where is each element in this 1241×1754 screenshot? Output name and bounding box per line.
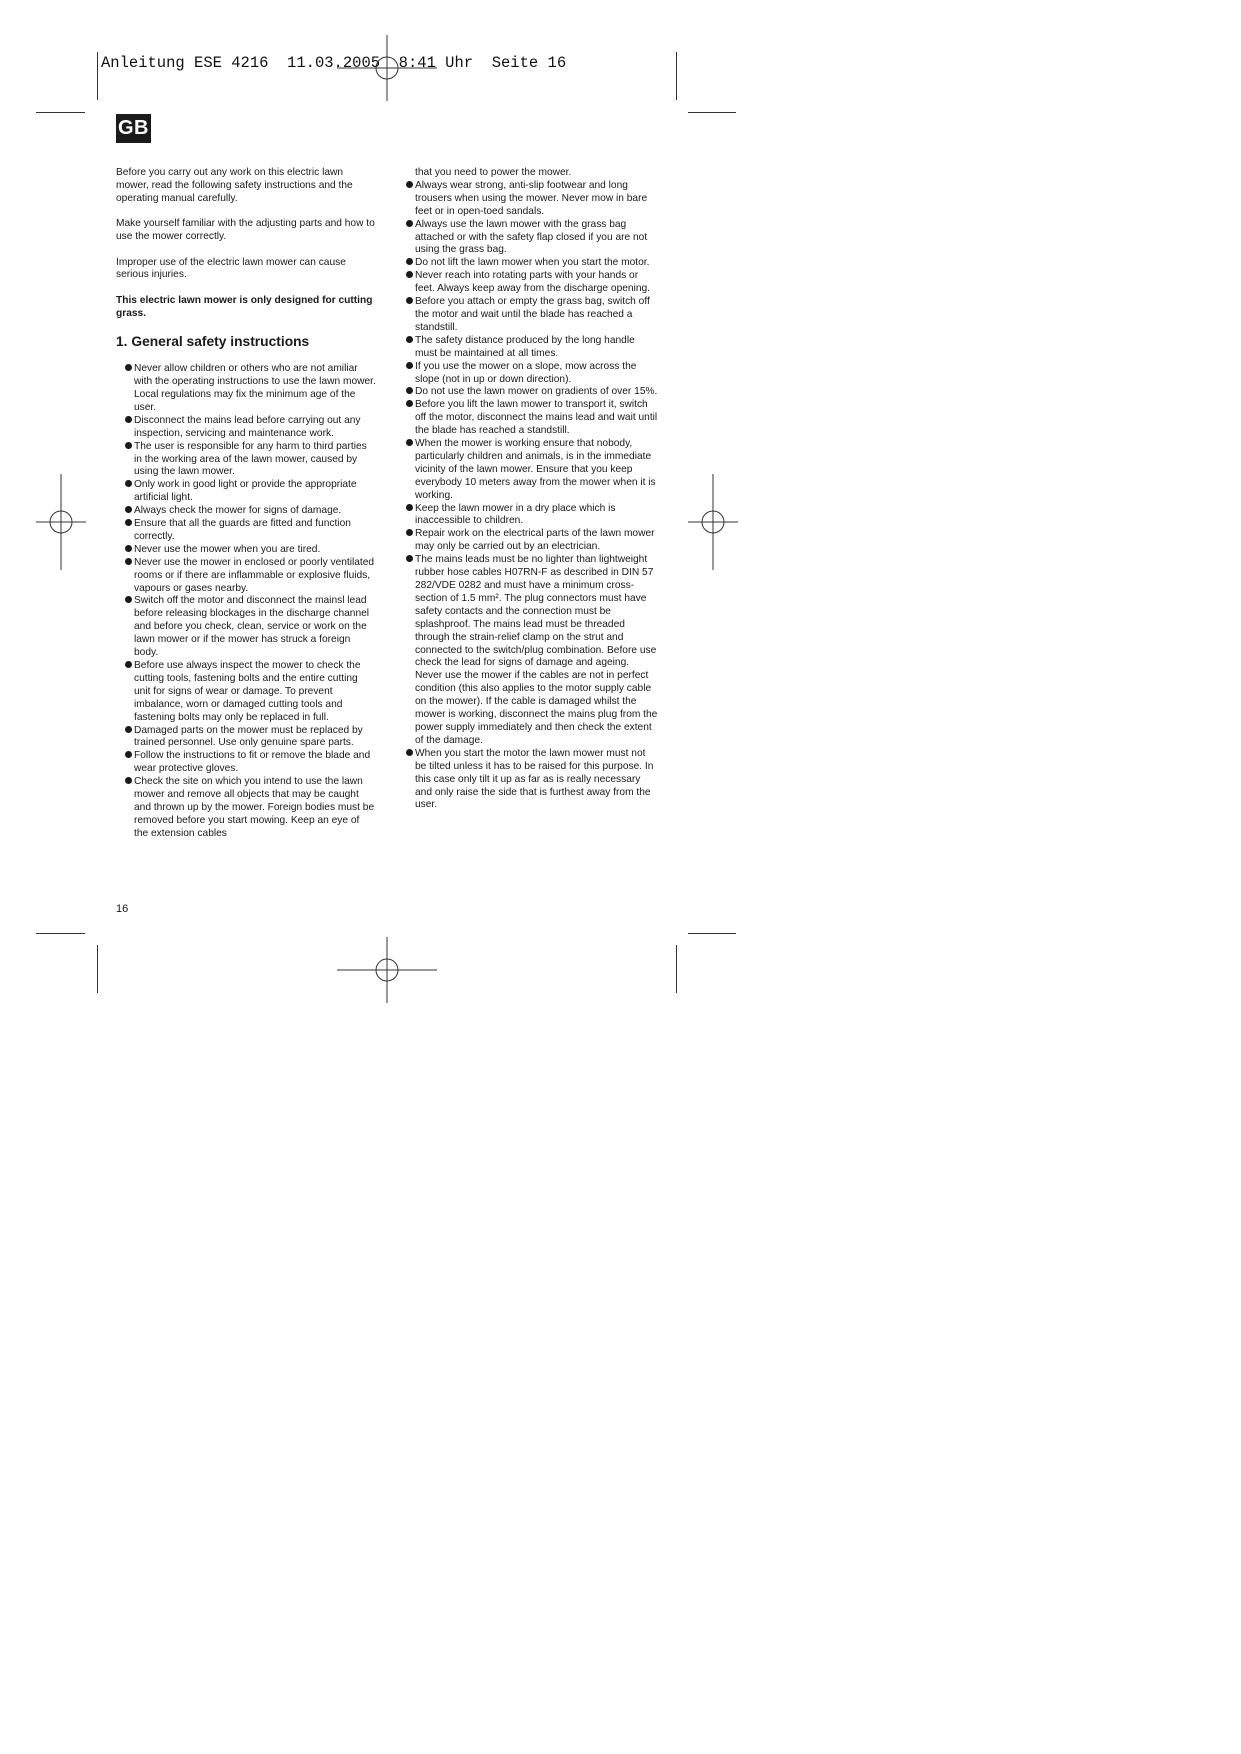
crop-mark	[688, 112, 736, 113]
bullet-icon	[406, 555, 413, 562]
crop-mark	[676, 52, 677, 100]
crop-mark	[97, 52, 98, 100]
list-item: If you use the mower on a slope, mow across the slope (not in up or down direction).	[397, 361, 659, 387]
bullet-icon	[406, 336, 413, 343]
list-item: Never use the mower in enclosed or poorly ventilated rooms or if there are inflammable or explosive fluids, vapours or gases nearby.	[116, 557, 376, 596]
bullet-icon	[125, 416, 132, 423]
bullet-icon	[125, 480, 132, 487]
crop-mark	[688, 933, 736, 934]
list-item: Always wear strong, anti-slip footwear and long trousers when using the mower. Never mow in bare feet or in open-toed sandals.	[397, 180, 659, 219]
list-item: The user is responsible for any harm to third parties in the working area of the lawn mower, caused by using the lawn mower.	[116, 441, 376, 480]
intro-paragraph: Make yourself familiar with the adjusting parts and how to use the mower correctly.	[116, 218, 375, 243]
safety-list-left	[116, 363, 376, 841]
list-item: Switch off the motor and disconnect the mainsl lead before releasing blockages in the discharge channel and before you check, clean, service or work on the lawn mower or if the mower has struck a foreign body.	[116, 595, 376, 660]
safety-list-right	[397, 180, 659, 812]
bullet-icon	[125, 558, 132, 565]
list-item: Do not lift the lawn mower when you start the motor.	[397, 257, 659, 270]
intended-use-note: This electric lawn mower is only designed for cutting grass.	[116, 294, 373, 319]
right-column	[397, 167, 659, 812]
print-header	[101, 54, 566, 72]
header-time: 8:41 Uhr	[398, 54, 474, 72]
page-number: 16	[116, 903, 129, 915]
bullet-icon	[125, 519, 132, 526]
registration-mark-icon	[36, 474, 86, 570]
bullet-icon	[125, 661, 132, 668]
language-badge: GB	[116, 114, 151, 143]
bullet-icon	[406, 529, 413, 536]
bullet-icon	[406, 258, 413, 265]
bullet-icon	[125, 777, 132, 784]
intro-paragraph: Improper use of the electric lawn mower can cause serious injuries.	[116, 256, 346, 281]
bullet-icon	[125, 364, 132, 371]
list-item: Never allow children or others who are not amiliar with the operating instructions to use the lawn mower. Local regulations may fix the minimum age of the user.	[116, 363, 376, 415]
list-item: Before use always inspect the mower to check the cutting tools, fastening bolts and the entire cutting unit for signs of wear or damage. To prevent imbalance, worn or damaged cutting tools and fastening bolts may only be replaced in full.	[116, 660, 376, 725]
list-item: When you start the motor the lawn mower must not be tilted unless it has to be raised for this purpose. In this case only tilt it up as far as is really necessary and only raise the side that is furthest away from the user.	[397, 748, 659, 813]
list-item: Disconnect the mains lead before carrying out any inspection, servicing and maintenance work.	[116, 415, 376, 441]
bullet-icon	[406, 749, 413, 756]
list-item: Do not use the lawn mower on gradients of over 15%.	[397, 386, 659, 399]
intro-paragraph: Before you carry out any work on this electric lawn mower, read the following safety instructions and the operating manual carefully.	[116, 167, 353, 204]
bullet-icon	[125, 751, 132, 758]
left-column	[116, 167, 376, 841]
list-item: Always check the mower for signs of damage.	[116, 505, 376, 518]
list-item: Ensure that all the guards are fitted and function correctly.	[116, 518, 376, 544]
list-item: Keep the lawn mower in a dry place which is inaccessible to children.	[397, 503, 659, 529]
list-item: When the mower is working ensure that nobody, particularly children and animals, is in the immediate vicinity of the lawn mower. Ensure that you keep everybody 10 meters away from the mower when it is working.	[397, 438, 659, 503]
section-title: 1. General safety instructions	[116, 334, 310, 350]
list-item: Always use the lawn mower with the grass bag attached or with the safety flap closed if you are not using the grass bag.	[397, 219, 659, 258]
bullet-icon	[406, 181, 413, 188]
list-item: The mains leads must be no lighter than lightweight rubber hose cables H07RN-F as described in DIN 57 282/VDE 0282 and must have a minimum cross-section of 1.5 mm². The plug connectors must have safety contacts and the connection must be splashproof. The mains lead must be threaded through the strain-relief clamp on the strut and connected to the switch/plug combination. Before use check the lead for signs of damage and ageing. Never use the mower if the cables are not in perfect condition (this also applies to the motor supply cable on the mower). If the cable is damaged whilst the mower is working, disconnect the mains plug from the power supply immediately and then check the extent of the damage.	[397, 554, 659, 748]
list-item: Never use the mower when you are tired.	[116, 544, 376, 557]
bullet-icon	[406, 297, 413, 304]
continued-text: that you need to power the mower.	[415, 167, 572, 178]
bullet-icon	[406, 400, 413, 407]
bullet-icon	[406, 439, 413, 446]
list-item: Follow the instructions to fit or remove the blade and wear protective gloves.	[116, 750, 376, 776]
registration-mark-icon	[337, 937, 437, 1003]
bullet-icon	[406, 271, 413, 278]
list-item: Only work in good light or provide the appropriate artificial light.	[116, 479, 376, 505]
bullet-icon	[125, 596, 132, 603]
bullet-icon	[406, 387, 413, 394]
crop-mark	[97, 945, 98, 993]
list-item: Never reach into rotating parts with your hands or feet. Always keep away from the discharge opening.	[397, 270, 659, 296]
list-item: Damaged parts on the mower must be replaced by trained personnel. Use only genuine spare parts.	[116, 725, 376, 751]
header-page: Seite 16	[491, 54, 567, 72]
header-date: 11.03.2005	[287, 54, 381, 72]
header-title: Anleitung ESE 4216	[101, 54, 269, 72]
bullet-icon	[406, 220, 413, 227]
bullet-icon	[125, 506, 132, 513]
list-item: Before you lift the lawn mower to transport it, switch off the motor, disconnect the mains lead and wait until the blade has reached a standstill.	[397, 399, 659, 438]
bullet-icon	[125, 726, 132, 733]
bullet-icon	[125, 442, 132, 449]
list-item: Repair work on the electrical parts of the lawn mower may only be carried out by an electrician.	[397, 528, 659, 554]
list-item: Check the site on which you intend to use the lawn mower and remove all objects that may be caught and thrown up by the mower. Foreign bodies must be removed before you start mowing. Keep an eye of the extension cables	[116, 776, 376, 841]
bullet-icon	[406, 362, 413, 369]
bullet-icon	[125, 545, 132, 552]
crop-mark	[676, 945, 677, 993]
list-item: Before you attach or empty the grass bag, switch off the motor and wait until the blade has reached a standstill.	[397, 296, 659, 335]
crop-mark	[36, 933, 85, 934]
bullet-icon	[406, 504, 413, 511]
crop-mark	[36, 112, 85, 113]
registration-mark-icon	[688, 474, 738, 570]
registration-mark-icon	[337, 35, 437, 101]
list-item: The safety distance produced by the long handle must be maintained at all times.	[397, 335, 659, 361]
